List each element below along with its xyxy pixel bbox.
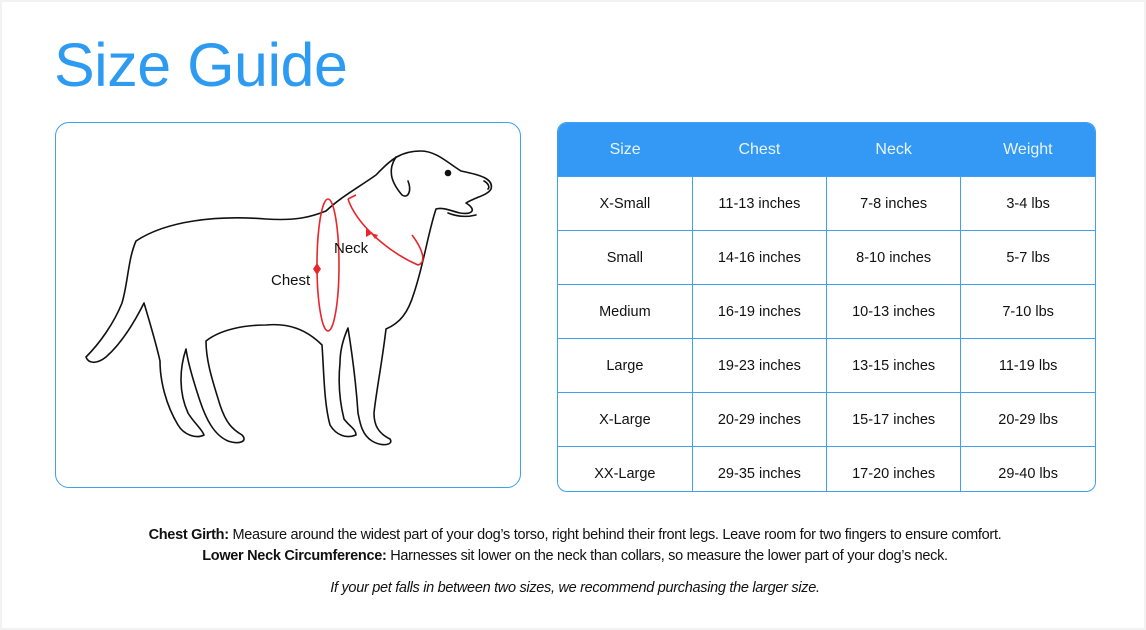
cell-neck: 10-13 inches — [827, 285, 961, 339]
cell-size: Small — [558, 231, 692, 285]
cell-neck: 8-10 inches — [827, 231, 961, 285]
table-header-row — [558, 123, 1095, 177]
cell-weight: 7-10 lbs — [961, 285, 1095, 339]
cell-chest: 16-19 inches — [692, 285, 826, 339]
chest-girth-term: Chest Girth: — [148, 527, 229, 543]
cell-chest: 20-29 inches — [692, 393, 826, 447]
cell-weight: 5-7 lbs — [961, 231, 1095, 285]
measurement-notes — [2, 525, 1146, 599]
header-chest: Chest — [692, 123, 826, 177]
cell-weight: 11-19 lbs — [961, 339, 1095, 393]
size-guide-card — [2, 2, 1144, 628]
cell-neck: 15-17 inches — [827, 393, 961, 447]
neck-term: Lower Neck Circumference: — [202, 548, 387, 564]
table-row — [558, 285, 1095, 339]
table-row — [558, 177, 1095, 231]
cell-weight: 20-29 lbs — [961, 393, 1095, 447]
neck-label: Neck — [334, 240, 369, 257]
header-weight: Weight — [961, 123, 1095, 177]
header-size: Size — [558, 123, 692, 177]
cell-chest: 29-35 inches — [692, 447, 826, 493]
table-row — [558, 231, 1095, 285]
size-table — [557, 122, 1096, 492]
chest-label: Chest — [271, 272, 311, 289]
cell-chest: 11-13 inches — [692, 177, 826, 231]
header-neck: Neck — [827, 123, 961, 177]
table-row — [558, 339, 1095, 393]
cell-neck: 13-15 inches — [827, 339, 961, 393]
cell-neck: 17-20 inches — [827, 447, 961, 493]
cell-size: X-Small — [558, 177, 692, 231]
cell-size: XX-Large — [558, 447, 692, 493]
cell-size: X-Large — [558, 393, 692, 447]
cell-neck: 7-8 inches — [827, 177, 961, 231]
cell-chest: 14-16 inches — [692, 231, 826, 285]
table-row — [558, 447, 1095, 493]
sizing-tip: If your pet falls in between two sizes, we recommend purchasing the larger size. — [330, 580, 820, 596]
page-title: Size Guide — [54, 31, 348, 99]
dog-illustration-panel — [55, 122, 521, 488]
chest-arrow-icon — [313, 263, 321, 275]
dog-illustration — [56, 123, 522, 489]
chest-girth-note — [2, 525, 1146, 546]
cell-weight: 29-40 lbs — [961, 447, 1095, 493]
cell-size: Large — [558, 339, 692, 393]
chest-girth-text: Measure around the widest part of your dog’s torso, right behind their front legs. Leave room for two fingers to ensure comfort. — [228, 527, 1002, 543]
neck-note — [2, 546, 1146, 567]
table-row — [558, 393, 1095, 447]
cell-weight: 3-4 lbs — [961, 177, 1095, 231]
neck-text: Harnesses sit lower on the neck than collars, so measure the lower part of your dog’s neck. — [386, 548, 948, 564]
cell-size: Medium — [558, 285, 692, 339]
cell-chest: 19-23 inches — [692, 339, 826, 393]
